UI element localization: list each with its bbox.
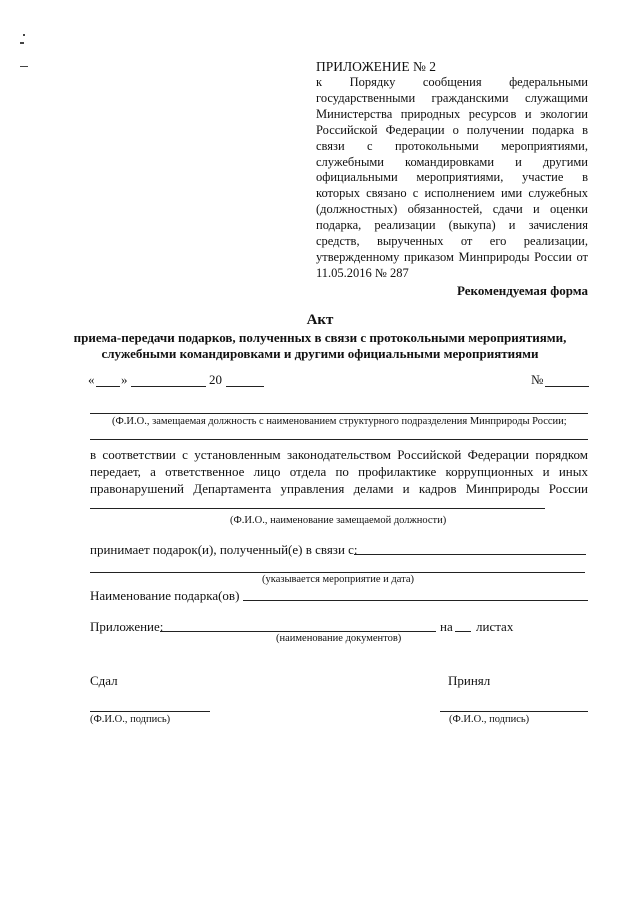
appendix-block: [316, 58, 588, 282]
appendix-text: к Порядку сообщения федеральными государственными гражданскими служащими Министерства природных ресурсов и экологии Российской Федерации о получении подарка в связи с протокольными мероприятиями, служебными командировками и другими официальными мероприятиями, участие в которых связано с исполнением ими служебных (должностных) обязанностей, сдачи и оценки подарка, реализации (выкупа) и зачисления средств, вырученных от его реализации, утвержденному приказом Минприроды России от 11.05.2016 № 287: [316, 75, 588, 280]
caption-fio-signature-left: (Ф.И.О., подпись): [90, 714, 171, 725]
scan-artifact: [23, 34, 25, 36]
caption-fio-position: (Ф.И.О., наименование замещаемой должности): [230, 515, 447, 526]
caption-fio-signature-right: (Ф.И.О., подпись): [449, 714, 530, 725]
month-field[interactable]: [131, 386, 206, 387]
act-subtitle-line1: приема-передачи подарков, полученных в связи с протокольными мероприятиями,: [73, 330, 567, 345]
year-prefix: 20: [209, 372, 222, 387]
date-close-quote: »: [121, 372, 128, 387]
giver-fio-field-continued[interactable]: [90, 439, 588, 440]
transfer-paragraph: в соответствии с установленным законодательством Российской Федерации порядком передает, а ответственное лицо отдела по профилактике коррупционных и иных правонарушений Департамента управления делами и кадров Минприроды России: [90, 447, 588, 496]
recommended-form-label: Рекомендуемая форма: [456, 283, 588, 298]
attachment-sheets-label: листах: [476, 619, 514, 634]
accepted-label: Принял: [448, 673, 491, 688]
accepts-event-field[interactable]: [354, 554, 586, 555]
caption-fio-position-ministry: (Ф.И.О., замещаемая должность с наименованием структурного подразделения Минприроды России;: [112, 416, 567, 427]
handed-over-label: Сдал: [90, 673, 118, 688]
caption-documents-name: (наименование документов): [276, 633, 402, 644]
appendix-heading: ПРИЛОЖЕНИЕ № 2: [316, 59, 437, 74]
event-date-field[interactable]: [90, 572, 585, 573]
handed-over-signature-field[interactable]: [90, 711, 210, 712]
receiver-fio-field[interactable]: [90, 508, 545, 509]
gift-name-label: Наименование подарка(ов): [90, 588, 240, 603]
attachment-sheets-count-field[interactable]: [455, 631, 471, 632]
date-open-quote: «: [88, 372, 95, 387]
act-subtitle-line2: служебными командировками и другими официальными мероприятиями: [101, 346, 539, 361]
act-title: Акт: [306, 312, 334, 328]
number-field[interactable]: [545, 386, 589, 387]
scan-artifact: [20, 66, 28, 67]
day-field[interactable]: [96, 386, 120, 387]
attachment-documents-field[interactable]: [160, 631, 436, 632]
attachment-label: Приложение:: [90, 619, 164, 634]
caption-event-date: (указывается мероприятие и дата): [262, 574, 414, 585]
scan-artifact: [20, 42, 24, 44]
gift-name-field[interactable]: [243, 600, 588, 601]
year-field[interactable]: [226, 386, 264, 387]
accepts-label: принимает подарок(и), полученный(е) в связи с:: [90, 542, 358, 557]
attachment-on-label: на: [440, 619, 453, 634]
number-label: №: [531, 372, 544, 387]
accepted-signature-field[interactable]: [440, 711, 588, 712]
act-subtitle: [0, 330, 640, 362]
giver-fio-field[interactable]: [90, 413, 588, 414]
